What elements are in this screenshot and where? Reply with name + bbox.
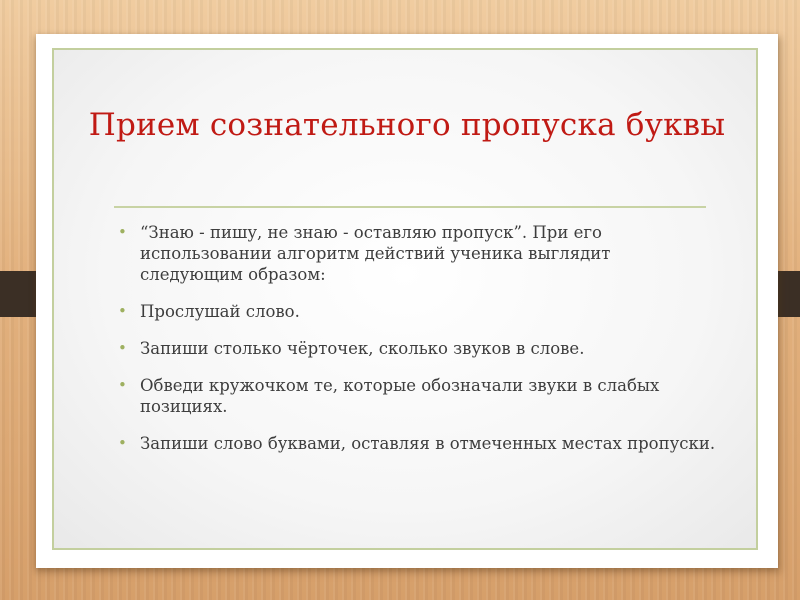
title-divider [114,206,706,208]
bullet-text: Прослушай слово. [140,302,300,321]
bullet-icon: • [118,339,127,357]
slide-title: Прием сознательного пропуска буквы [88,107,726,143]
bullet-text: Обведи кружочком те, которые обозначали звуки в слабых позициях. [140,376,660,416]
bullet-item-4 [118,375,718,417]
bullet-list [118,222,718,470]
bullet-item-3 [118,338,718,359]
bullet-text: “Знаю - пишу, не знаю - оставляю пропуск”. При его использовании алгоритм действий ученика выглядит следующим образом: [140,223,611,284]
bullet-text: Запиши столько чёрточек, сколько звуков в слове. [140,339,585,358]
bullet-item-1 [118,222,718,285]
bullet-item-5 [118,433,718,454]
bullet-icon: • [118,434,127,452]
slide-frame [52,48,758,550]
bullet-icon: • [118,376,127,394]
bullet-icon: • [118,223,127,241]
bullet-item-2 [118,301,718,322]
slide [36,34,778,568]
bullet-text: Запиши слово буквами, оставляя в отмеченных местах пропуски. [140,434,716,453]
bullet-icon: • [118,302,127,320]
